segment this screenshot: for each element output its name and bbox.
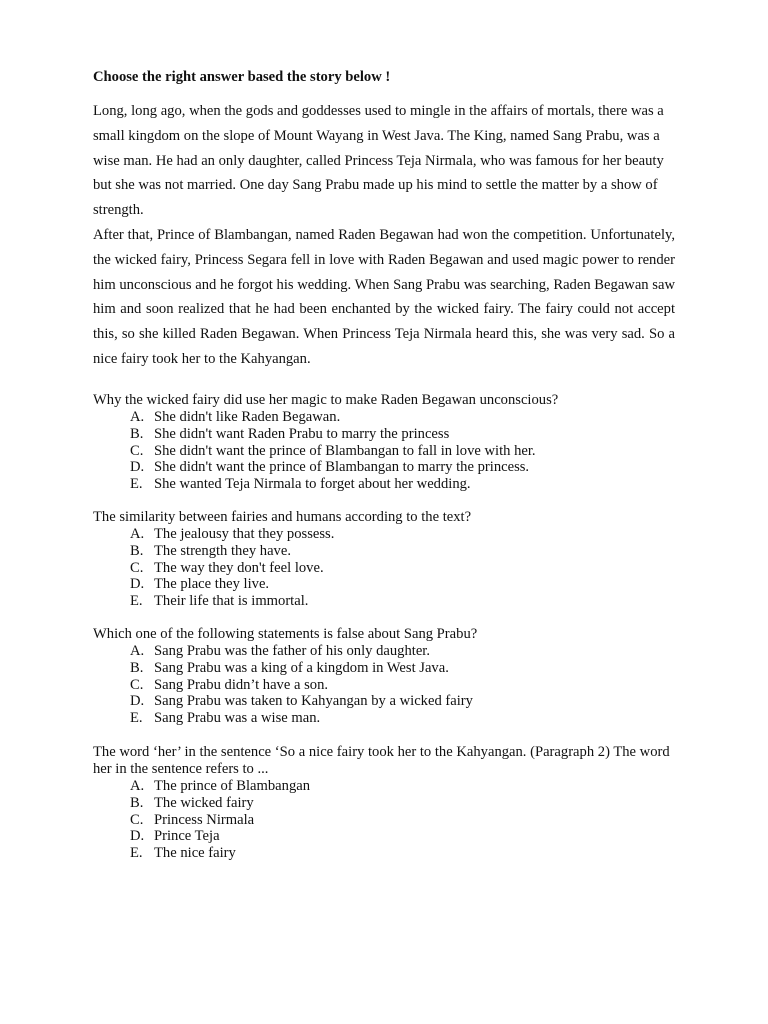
option-letter: E. bbox=[130, 710, 143, 727]
option-d bbox=[93, 693, 693, 710]
option-letter: B. bbox=[130, 794, 144, 811]
story-paragraph-1: Long, long ago, when the gods and goddesses used to mingle in the affairs of mortals, there was a small kingdom on the slope of Mount Wayang in West Java. The King, named Sang Prabu, was a wise man. He had an only daughter, called Princess Teja Nirmala, who was famous for her beauty but she was not married. One day Sang Prabu made up his mind to settle the matter by a show of strength. bbox=[93, 103, 664, 219]
option-letter: E. bbox=[130, 476, 143, 493]
question-4 bbox=[93, 744, 673, 862]
option-text: She didn't want the prince of Blambangan to marry the princess. bbox=[154, 459, 530, 476]
option-text: The place they live. bbox=[154, 576, 270, 593]
option-letter: C. bbox=[130, 559, 144, 576]
option-d bbox=[93, 576, 693, 593]
option-letter: E. bbox=[130, 845, 143, 862]
instruction-heading: Choose the right answer based the story below ! bbox=[93, 69, 391, 85]
option-text: The way they don't feel love. bbox=[154, 559, 324, 576]
option-a bbox=[93, 778, 673, 795]
option-letter: D. bbox=[130, 828, 145, 845]
option-c bbox=[93, 812, 673, 829]
option-letter: B. bbox=[130, 659, 144, 676]
option-a bbox=[93, 526, 693, 543]
option-text: The jealousy that they possess. bbox=[154, 526, 335, 542]
option-letter: A. bbox=[130, 409, 145, 425]
question-stem: Which one of the following statements is false about Sang Prabu? bbox=[93, 626, 478, 642]
option-letter: D. bbox=[130, 576, 145, 593]
option-d bbox=[93, 828, 673, 845]
option-b bbox=[93, 543, 693, 560]
option-text: She didn't want the prince of Blambangan to fall in love with her. bbox=[154, 442, 536, 459]
option-text: Prince Teja bbox=[154, 828, 220, 845]
option-c bbox=[93, 677, 693, 694]
option-c bbox=[93, 443, 693, 460]
option-text: Princess Nirmala bbox=[154, 811, 255, 828]
option-text: She wanted Teja Nirmala to forget about her wedding. bbox=[154, 476, 471, 493]
option-letter: C. bbox=[130, 676, 144, 693]
question-2 bbox=[93, 509, 693, 610]
option-a bbox=[93, 643, 693, 660]
story-text bbox=[93, 99, 675, 372]
question-1 bbox=[93, 392, 693, 493]
option-a bbox=[93, 409, 693, 426]
option-text: The strength they have. bbox=[154, 542, 291, 559]
question-stem: Why the wicked fairy did use her magic to make Raden Begawan unconscious? bbox=[93, 392, 559, 408]
option-e bbox=[93, 476, 693, 493]
option-b bbox=[93, 426, 693, 443]
option-b bbox=[93, 795, 673, 812]
option-text: Their life that is immortal. bbox=[154, 593, 309, 610]
answer-options bbox=[93, 526, 693, 610]
option-b bbox=[93, 660, 693, 677]
question-stem: The word ‘her’ in the sentence ‘So a nice fairy took her to the Kahyangan. (Paragraph 2) The word her in the sentence refers to ... bbox=[93, 744, 670, 777]
answer-options bbox=[93, 409, 693, 493]
option-letter: C. bbox=[130, 811, 144, 828]
option-c bbox=[93, 560, 693, 577]
option-text: Sang Prabu was a wise man. bbox=[154, 710, 321, 727]
option-e bbox=[93, 593, 693, 610]
option-letter: D. bbox=[130, 459, 145, 476]
option-text: The wicked fairy bbox=[154, 794, 254, 811]
option-letter: A. bbox=[130, 526, 145, 542]
option-e bbox=[93, 710, 693, 727]
option-text: She didn't like Raden Begawan. bbox=[154, 409, 341, 425]
option-letter: A. bbox=[130, 643, 145, 659]
option-letter: C. bbox=[130, 442, 144, 459]
option-text: Sang Prabu was taken to Kahyangan by a wicked fairy bbox=[154, 693, 473, 710]
option-letter: A. bbox=[130, 778, 145, 794]
option-letter: D. bbox=[130, 693, 145, 710]
question-stem: The similarity between fairies and humans according to the text? bbox=[93, 509, 472, 525]
option-d bbox=[93, 459, 693, 476]
option-text: Sang Prabu was the father of his only daughter. bbox=[154, 643, 431, 659]
option-text: Sang Prabu didn’t have a son. bbox=[154, 676, 329, 693]
answer-options bbox=[93, 643, 693, 727]
option-text: The prince of Blambangan bbox=[154, 778, 311, 794]
option-text: The nice fairy bbox=[154, 845, 236, 862]
option-e bbox=[93, 845, 673, 862]
story-paragraph-2: After that, Prince of Blambangan, named Raden Begawan had won the competition. Unfortunately, the wicked fairy, Princess Segara fell in love with Raden Begawan and used magic power to render him unconscious and he forgot his wedding. When Sang Prabu was searching, Raden Begawan saw him and soon realized that he had been enchanted by the wicked fairy. The fairy could not accept this, so she killed Raden Begawan. When Princess Teja Nirmala heard this, she was very sad. So a nice fairy took her to the Kahyangan. bbox=[93, 226, 675, 367]
option-letter: B. bbox=[130, 425, 144, 442]
option-text: She didn't want Raden Prabu to marry the princess bbox=[154, 425, 450, 442]
option-letter: E. bbox=[130, 593, 143, 610]
option-text: Sang Prabu was a king of a kingdom in West Java. bbox=[154, 659, 449, 676]
answer-options bbox=[93, 778, 673, 862]
question-3 bbox=[93, 626, 693, 727]
option-letter: B. bbox=[130, 542, 144, 559]
